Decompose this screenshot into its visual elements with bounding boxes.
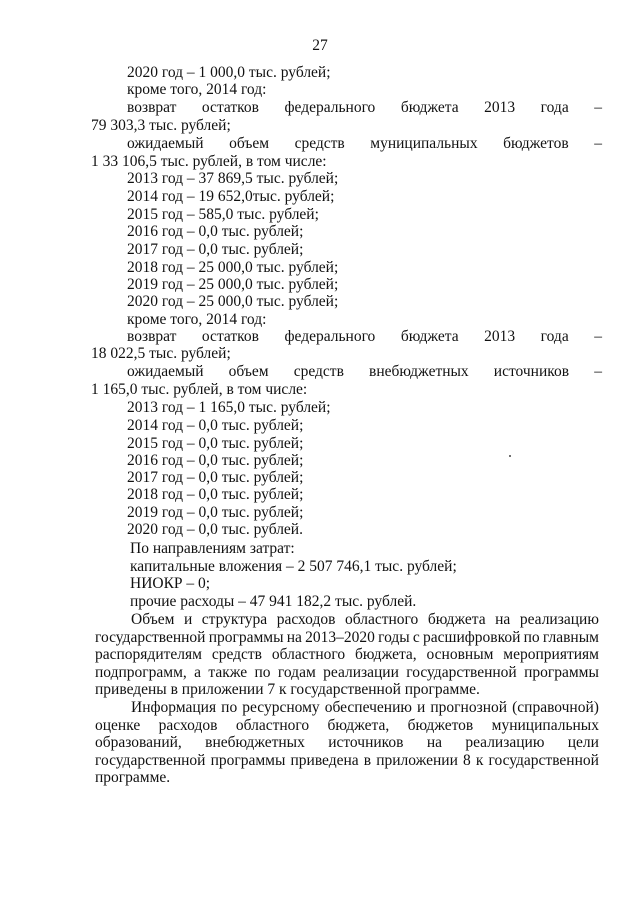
text-line: 2016 год – 0,0 тыс. рублей;	[127, 223, 304, 240]
text-line: 2015 год – 585,0 тыс. рублей;	[127, 206, 319, 223]
text-line: 2018 год – 25 000,0 тыс. рублей;	[127, 259, 339, 276]
word: федерального	[284, 328, 376, 345]
word: бюджетов	[503, 135, 569, 152]
word: по	[221, 699, 238, 716]
justified-line	[95, 717, 599, 734]
text-line: 79 303,3 тыс. рублей;	[91, 117, 231, 134]
word: областного	[235, 717, 310, 734]
text-line: 2014 год – 0,0 тыс. рублей;	[127, 417, 304, 434]
word: государственной	[95, 629, 206, 646]
word: на	[426, 734, 443, 751]
word: ожидаемый	[127, 363, 204, 380]
scan-speck	[509, 455, 511, 457]
text-line: 2014 год – 19 652,0тыс. рублей;	[127, 188, 335, 205]
word: программы	[210, 752, 286, 769]
justified-line	[131, 611, 599, 628]
word: и	[183, 611, 193, 628]
text-line: 1 33 106,5 тыс. рублей, в том числе:	[91, 153, 327, 170]
text-line: 1 165,0 тыс. рублей, в том числе:	[91, 381, 308, 398]
word: образований,	[95, 734, 182, 751]
word: 8	[463, 752, 471, 769]
word: объем	[228, 363, 269, 380]
word: 2013–2020	[305, 629, 375, 646]
text-line: 2013 год – 1 165,0 тыс. рублей;	[127, 399, 331, 416]
word: прогнозной	[430, 699, 508, 716]
text-line: прочие расходы – 47 941 182,2 тыс. рублей.	[130, 593, 417, 610]
text-line: кроме того, 2014 год:	[127, 81, 267, 98]
word: возврат	[127, 99, 177, 116]
word: по	[254, 664, 271, 681]
word: подпрограмм,	[95, 664, 187, 681]
text-line: 2017 год – 0,0 тыс. рублей;	[127, 469, 304, 486]
word: –	[594, 99, 602, 116]
word: по	[523, 629, 540, 646]
word: года	[540, 328, 569, 345]
word: государственной	[95, 752, 206, 769]
word: а	[194, 664, 202, 681]
text-line: 2020 год – 25 000,0 тыс. рублей;	[127, 293, 339, 310]
word: –	[594, 135, 602, 152]
justified-line	[127, 99, 602, 116]
word: бюджета,	[327, 717, 390, 734]
text-line: НИОКР – 0;	[130, 575, 211, 592]
word: средств	[293, 363, 344, 380]
word: остатков	[201, 328, 259, 345]
word: областного	[271, 646, 346, 663]
word: бюджета	[400, 328, 459, 345]
word: структура	[201, 611, 268, 628]
word: бюджета	[400, 99, 459, 116]
word: ожидаемый	[127, 135, 204, 152]
word: государственной	[488, 752, 599, 769]
justified-line	[127, 135, 602, 152]
word: объем	[229, 135, 270, 152]
justified-line	[95, 629, 599, 646]
word: годам	[277, 664, 316, 681]
word: средств	[294, 135, 345, 152]
word: реализацию	[465, 734, 545, 751]
word: на	[495, 611, 511, 628]
word: на	[286, 629, 302, 646]
word: распорядителям	[95, 646, 202, 663]
justified-line	[127, 363, 602, 380]
word: 2013	[484, 328, 516, 345]
word: приложении	[376, 752, 458, 769]
text-line: 2019 год – 0,0 тыс. рублей;	[127, 504, 304, 521]
word: приведена	[290, 752, 359, 769]
text-line: 2020 год – 1 000,0 тыс. рублей;	[127, 64, 331, 81]
word: обеспечению	[324, 699, 412, 716]
word: программы	[524, 664, 599, 681]
text-line: кроме того, 2014 год:	[127, 311, 267, 328]
word: цели	[567, 734, 599, 751]
word: с	[412, 629, 420, 646]
word: возврат	[127, 328, 177, 345]
justified-line	[95, 734, 599, 751]
text-line: 2013 год – 37 869,5 тыс. рублей;	[127, 170, 339, 187]
word: главным	[542, 629, 599, 646]
justified-line	[95, 646, 599, 663]
justified-line	[95, 752, 599, 769]
word: также	[208, 664, 248, 681]
word: программы	[208, 629, 284, 646]
word: мероприятиям	[503, 646, 599, 663]
word: к	[475, 752, 484, 769]
word: бюджета	[427, 611, 486, 628]
word: расходов	[276, 611, 336, 628]
text-line: приведены в приложении 7 к государственной программе.	[95, 681, 480, 698]
word: реализации	[323, 664, 399, 681]
word: бюджетов	[407, 717, 474, 734]
word: Объем	[131, 611, 175, 628]
word: в	[363, 752, 372, 769]
word: остатков	[201, 99, 259, 116]
word: –	[594, 363, 602, 380]
word: и	[417, 699, 426, 716]
word: –	[594, 328, 602, 345]
text-line: капитальные вложения – 2 507 746,1 тыс. рублей;	[130, 558, 457, 575]
text-line: 18 022,5 тыс. рублей;	[91, 345, 231, 362]
word: (справочной)	[512, 699, 599, 716]
word: расшифровкой	[423, 629, 521, 646]
text-line: 2018 год – 0,0 тыс. рублей;	[127, 486, 304, 503]
word: средств	[211, 646, 262, 663]
text-line: 2015 год – 0,0 тыс. рублей;	[127, 435, 304, 452]
word: внебюджетных	[369, 363, 469, 380]
text-line: По направлениям затрат:	[130, 540, 295, 557]
text-line: 2016 год – 0,0 тыс. рублей;	[127, 452, 304, 469]
justified-line	[127, 328, 602, 345]
word: годы	[378, 629, 410, 646]
word: реализацию	[519, 611, 599, 628]
text-line: программе.	[95, 769, 171, 786]
word: бюджета,	[355, 646, 417, 663]
word: источников	[493, 363, 570, 380]
word: источников	[328, 734, 404, 751]
word: ресурсному	[242, 699, 320, 716]
word: оценке	[95, 717, 141, 734]
word: Информация	[131, 699, 217, 716]
word: государственной	[406, 664, 517, 681]
word: основным	[426, 646, 494, 663]
word: 2013	[484, 99, 516, 116]
text-line: 2020 год – 0,0 тыс. рублей.	[127, 521, 303, 538]
text-line: 2019 год – 25 000,0 тыс. рублей;	[127, 276, 339, 293]
justified-line	[131, 699, 599, 716]
word: внебюджетных	[205, 734, 305, 751]
word: федерального	[284, 99, 376, 116]
word: года	[540, 99, 569, 116]
word: расходов	[158, 717, 218, 734]
page-number: 27	[312, 37, 328, 54]
word: муниципальных	[491, 717, 599, 734]
word: муниципальных	[370, 135, 478, 152]
word: областного	[344, 611, 419, 628]
justified-line	[95, 664, 599, 681]
text-line: 2017 год – 0,0 тыс. рублей;	[127, 241, 304, 258]
